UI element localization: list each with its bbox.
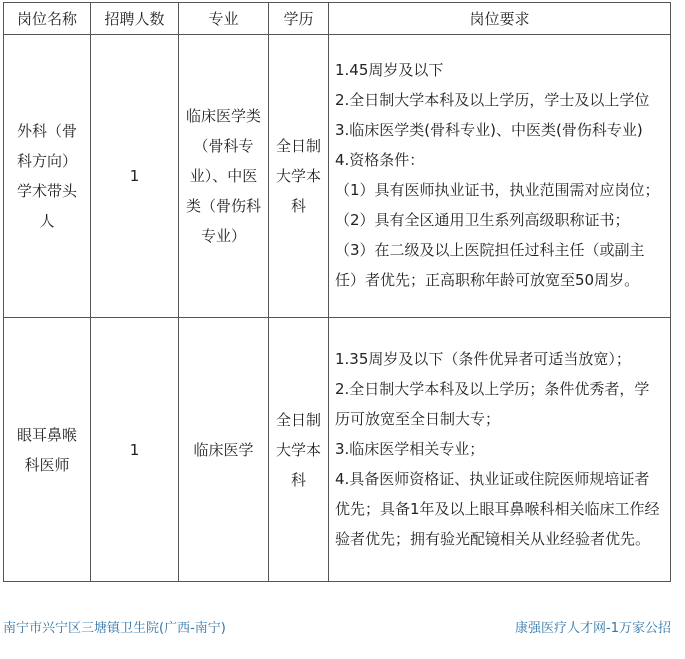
requirement-line: 4.资格条件：: [335, 151, 425, 169]
header-major: 专业: [179, 3, 269, 35]
requirement-line: （2）具有全区通用卫生系列高级职称证书；: [335, 211, 630, 229]
requirement-line: 1.45周岁及以下: [335, 61, 444, 79]
cell-count: 1: [91, 318, 179, 582]
cell-position: 外科（骨科方向）学术带头人: [4, 35, 91, 318]
cell-count: 1: [91, 35, 179, 318]
cell-major: 临床医学类（骨科专业）、中医类（骨伤科专业）: [179, 35, 269, 318]
table-row: [4, 318, 671, 582]
requirement-line: 2.全日制大学本科及以上学历；条件优秀者，学历可放宽至全日制大专；: [335, 379, 650, 428]
cell-requirements: [329, 35, 671, 318]
cell-requirements: [329, 318, 671, 582]
requirement-line: 3.临床医学类(骨科专业)、中医类(骨伤科专业): [335, 121, 643, 139]
header-requirements: 岗位要求: [329, 3, 671, 35]
requirement-line: （1）具有医师执业证书，执业范围需对应岗位；: [335, 181, 660, 199]
requirement-line: 3.临床医学相关专业；: [335, 439, 485, 458]
cell-education: 全日制大学本科: [269, 318, 329, 582]
footer-site-label: 康强医疗人才网-1万家公招: [515, 621, 671, 636]
footer-source-label: 南宁市兴宁区三塘镇卫生院(广西-南宁): [3, 621, 226, 636]
table-header-row: [4, 3, 671, 35]
cell-position: 眼耳鼻喉科医师: [4, 318, 91, 582]
header-count: 招聘人数: [91, 3, 179, 35]
requirement-line: 4.具备医师资格证、执业证或住院医师规培证者优先；具备1年及以上眼耳鼻喉科相关临床工作经验者优先；拥有验光配镜相关从业经验者优先。: [335, 469, 660, 548]
requirement-line: （3）在二级及以上医院担任过科主任（或副主任）者优先；正高职称年龄可放宽至50周岁。: [335, 241, 645, 289]
requirement-line: 2.全日制大学本科及以上学历，学士及以上学位: [335, 91, 650, 109]
requirement-line: 1.35周岁及以下（条件优异者可适当放宽）；: [335, 349, 631, 368]
footer: [0, 617, 685, 637]
table-row: [4, 35, 671, 318]
header-education: 学历: [269, 3, 329, 35]
cell-major: 临床医学: [179, 318, 269, 582]
header-position: 岗位名称: [4, 3, 91, 35]
job-table: [3, 2, 671, 582]
cell-education: 全日制大学本科: [269, 35, 329, 318]
